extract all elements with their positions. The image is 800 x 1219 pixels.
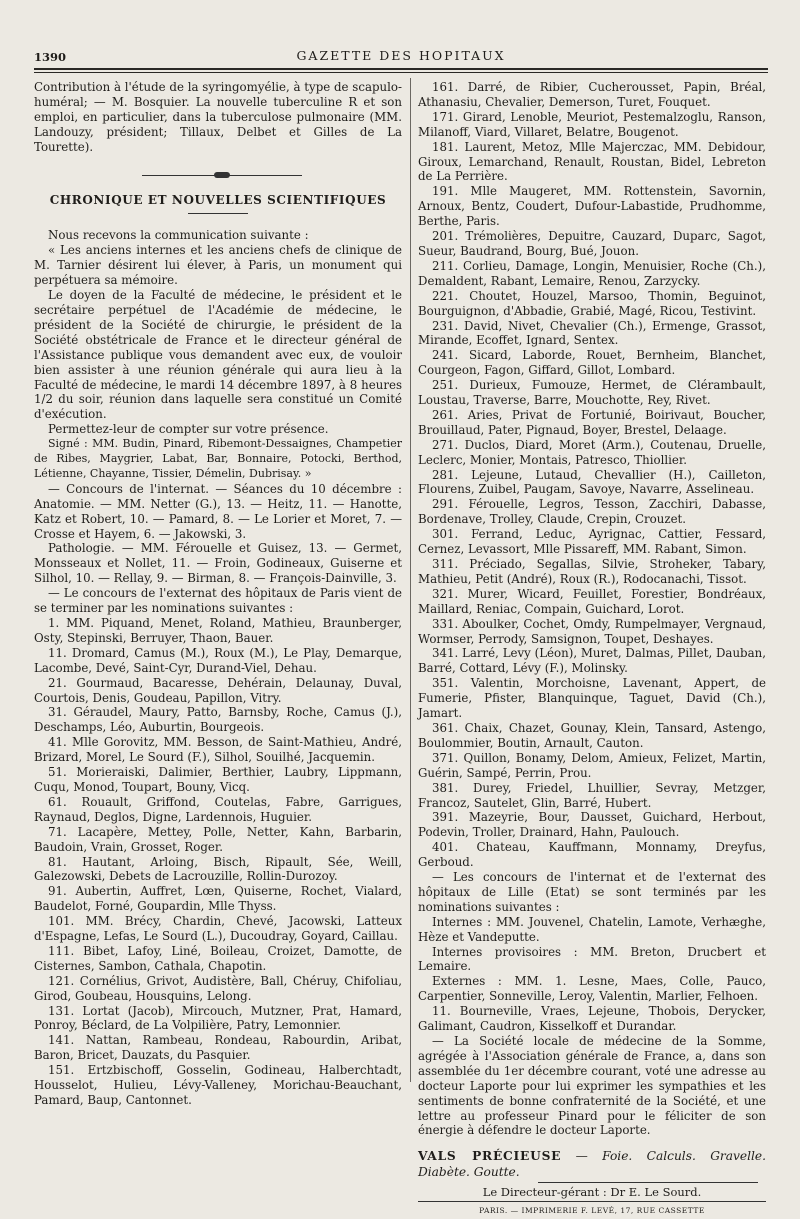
list-item: 331. Aboulker, Cochet, Omdy, Rumpelmayer, Vergnaud, Wormser, Perrody, Samsignon, Toupet, Deshayes.: [418, 616, 766, 646]
header-rule: [34, 68, 768, 70]
list-item: 371. Quillon, Bonamy, Delom, Amieux, Felizet, Martin, Guérin, Sampé, Perrin, Prou.: [418, 750, 766, 780]
list-item: 161. Darré, de Ribier, Cucherousset, Papin, Bréal, Athanasiu, Chevalier, Demerson, Turet, Fouquet.: [418, 80, 766, 109]
list-item: 181. Laurent, Metoz, Mlle Majerczac, MM. Debidour, Giroux, Lemarchand, Renault, Roustan, Bidel, Lebreton de La Perrière.: [418, 139, 766, 184]
list-item: 271. Duclos, Diard, Moret (Arm.), Coutenau, Druelle, Leclerc, Monier, Montais, Patresco, Thiollier.: [418, 437, 766, 467]
list-item: 131. Lortat (Jacob), Mircouch, Mutzner, Prat, Hamard, Ponroy, Béclard, de La Volpilière, Patry, Lemonnier.: [34, 1003, 402, 1033]
signatures: Signé : MM. Budin, Pinard, Ribemont-Dessaignes, Champetier de Ribes, Maygrier, Labat, Bar, Bonnaire, Potocki, Berthod, Létienne, Chayanne, Tissier, Démelin, Dubrisay. »: [34, 437, 402, 480]
footer-rule: [538, 1182, 758, 1183]
list-item: 41. Mlle Gorovitz, MM. Besson, de Saint-Mathieu, André, Brizard, Morel, Le Sourd (F.), Silhol, Souilhé, Jacquemin.: [34, 735, 402, 765]
list-item: 391. Mazeyrie, Bour, Dausset, Guichard, Herbout, Podevin, Troller, Drainard, Hahn, Paulouch.: [418, 810, 766, 840]
paragraph: — Le concours de l'externat des hôpitaux de Paris vient de se terminer par les nominations suivantes :: [34, 586, 402, 616]
paragraph: — Les concours de l'internat et de l'externat des hôpitaux de Lille (Etat) se sont terminés par les nominations suivantes :: [418, 870, 766, 914]
list-item: 291. Férouelle, Legros, Tesson, Zacchiri, Dabasse, Bordenave, Trolley, Claude, Crepin, Crouzet.: [418, 497, 766, 527]
list-item: 311. Préciado, Segallas, Silvie, Stroheker, Tabary, Mathieu, Petit (André), Roux (R.), Rodocanachi, Tissot.: [418, 557, 766, 586]
list-item: 281. Lejeune, Lutaud, Chevallier (H.), Cailleton, Flourens, Zuibel, Paugam, Savoye, Navarre, Asselineau.: [418, 467, 766, 497]
ornament-divider: [142, 171, 302, 179]
list-item: 11. Dromard, Camus (M.), Roux (M.), Le Play, Demarque, Lacombe, Devé, Saint-Cyr, Durand-Viel, Dehau.: [34, 645, 402, 675]
list-item: 151. Ertzbischoff, Gosselin, Godineau, Halberchtadt, Housselot, Hulieu, Lévy-Valleney, Morichau-Beauchant, Pamard, Baup, Cantonnet.: [34, 1063, 402, 1107]
paragraph: Internes : MM. Jouvenel, Chatelin, Lamote, Verhæghe, Hèze et Vandeputte.: [418, 914, 766, 944]
paragraph: Internes provisoires : MM. Breton, Drucbert et Lemaire.: [418, 944, 766, 974]
section-rule: [188, 213, 248, 214]
list-item: 31. Géraudel, Maury, Patto, Barnsby, Roche, Camus (J.), Deschamps, Léo, Auburtin, Bourgeois.: [34, 705, 402, 735]
ad-label: VALS PRÉCIEUSE: [418, 1149, 562, 1164]
list-item: 241. Sicard, Laborde, Rouet, Bernheim, Blanchet, Courgeon, Fagon, Giffard, Gillot, Lombard.: [418, 348, 766, 378]
list-item: 361. Chaix, Chazet, Gounay, Klein, Tansard, Astengo, Boulommier, Boutin, Arnault, Cauton.: [418, 720, 766, 750]
left-column: [34, 80, 402, 1108]
list-item: 91. Aubertin, Auffret, Lœn, Quiserne, Rochet, Vialard, Baudelot, Forné, Goupardin, Mlle Thyss.: [34, 884, 402, 914]
page-header: [34, 44, 768, 66]
ad-slogan: — Foie. Calculs. Gravelle. Diabète. Goutte.: [418, 1149, 766, 1180]
list-item: 141. Nattan, Rambeau, Rondeau, Rabourdin, Aribat, Baron, Bricet, Dauzats, du Pasquier.: [34, 1033, 402, 1063]
list-item: 121. Cornélius, Grivot, Audistère, Ball, Chéruy, Chifoliau, Girod, Goubeau, Housquins, Lelong.: [34, 973, 402, 1003]
page-number: 1390: [34, 50, 67, 64]
paragraph: Nous recevons la communication suivante :: [48, 228, 309, 243]
paragraph: Externes : MM. 1. Lesne, Maes, Colle, Pauco, Carpentier, Sonneville, Leroy, Valentin, Marlier, Felhoen.: [418, 974, 766, 1004]
list-item: 351. Valentin, Morchoisne, Lavenant, Appert, de Fumerie, Pfister, Blanquinque, Taguet, David (Ch.), Jamart.: [418, 676, 766, 721]
list-item: 51. Morieraiski, Dalimier, Berthier, Laubry, Lippmann, Cuqu, Monod, Toupart, Bouny, Vicq.: [34, 765, 402, 794]
paragraph: Le doyen de la Faculté de médecine, le président et le secrétaire perpétuel de l'Académie de médecine, le président de la Société de chirurgie, le président de la Société obstétricale de France et le directeur général de l'Assistance publique vous demandent avec eux, de vouloir bien assister à une réunion générale qui aura lieu à la Faculté de médecine, le mardi 14 décembre 1897, à 8 heures 1/2 du soir, réunion dans laquelle sera constitué un Comité d'exécution.: [34, 288, 402, 422]
printer-credit: PARIS. — IMPRIMERIE F. LEVÉ, 17, RUE CASSETTE: [479, 1206, 705, 1216]
column-divider: [410, 78, 411, 1082]
advertisement: [418, 1148, 766, 1180]
paragraph: Pathologie. — MM. Férouelle et Guisez, 13. — Germet, Monsseaux et Nollet, 11. — Froin, Godineaux, Guiserne et Silhol, 10. — Rellay, 9. — Birman, 8. — François-Dainville, 3.: [34, 541, 402, 586]
paragraph: — Concours de l'internat. — Séances du 10 décembre : Anatomie. — MM. Netter (G.), 13. — Heitz, 11. — Hanotte, Katz et Robert, 10. — Pamard, 8. — Le Lorier et Moret, 7. — Crosse et Hayem, 6. — Jakowski, 3.: [34, 481, 402, 541]
list-item: 401. Chateau, Kauffmann, Monnamy, Dreyfus, Gerboud.: [418, 840, 766, 870]
paragraph: — La Société locale de médecine de la Somme, agrégée à l'Association générale de France, a, dans son assemblée du 1er décembre courant, voté une adresse au docteur Laporte pour lui exprimer les sympathies et les sentiments de bonne confraternité de la Société, et une lettre au professeur Pinard pour le féliciter de son énergie à défendre le docteur Laporte.: [418, 1034, 766, 1138]
right-column: [418, 80, 766, 1219]
list-item: 221. Choutet, Houzel, Marsoo, Thomin, Beguinot, Bourguignon, d'Abbadie, Grabié, Magé, Ricou, Testivint.: [418, 288, 766, 318]
list-item: 341. Larré, Levy (Léon), Muret, Dalmas, Pillet, Dauban, Barré, Cottard, Lévy (F.), Molinsky.: [418, 646, 766, 676]
list-item: 21. Gourmaud, Bacaresse, Dehérain, Delaunay, Duval, Courtois, Denis, Goudeau, Papillon, Vitry.: [34, 675, 402, 705]
list-item: 81. Hautant, Arloing, Bisch, Ripault, Sée, Weill, Galezowski, Debets de Lacrouzille, Rollin-Durozoy.: [34, 854, 402, 884]
list-item: 111. Bibet, Lafoy, Liné, Boileau, Croizet, Damotte, de Cisternes, Sambon, Cathala, Chapotin.: [34, 943, 402, 973]
list-item: 261. Aries, Privat de Fortunié, Boirivaut, Boucher, Brouillaud, Pater, Pignaud, Boyer, Brestel, Delaage.: [418, 407, 766, 437]
director-credit: Le Directeur-gérant : Dr E. Le Sourd.: [482, 1185, 702, 1200]
section-title: CHRONIQUE ET NOUVELLES SCIENTIFIQUES: [49, 192, 387, 207]
list-item: 61. Rouault, Griffond, Coutelas, Fabre, Garrigues, Raynaud, Deglos, Digne, Lardennois, Huguier.: [34, 794, 402, 824]
list-item: 1. MM. Piquand, Menet, Roland, Mathieu, Braunberger, Osty, Stepinski, Berruyer, Thaon, Bauer.: [34, 616, 402, 645]
paragraph: « Les anciens internes et les anciens chefs de clinique de M. Tarnier désirent lui élever, à Paris, un monument qui perpétuera sa mémoire.: [34, 243, 402, 288]
header-rule-thin: [34, 72, 768, 73]
list-item: 71. Lacapère, Mettey, Polle, Netter, Kahn, Barbarin, Baudoin, Vrain, Grosset, Roger.: [34, 824, 402, 854]
list-item: 211. Corlieu, Damage, Longin, Menuisier, Roche (Ch.), Demaldent, Rabant, Lemaire, Renou, Zarzycky.: [418, 258, 766, 288]
list-item: 201. Trémolières, Depuitre, Cauzard, Duparc, Sagot, Sueur, Baudrand, Bourg, Bué, Jouon.: [418, 229, 766, 258]
list-item: 231. David, Nivet, Chevalier (Ch.), Ermenge, Grassot, Mirande, Ecoffet, Ignard, Sentex.: [418, 318, 766, 348]
intro-paragraph: Contribution à l'étude de la syringomyélie, à type de scapulo-huméral; — M. Bosquier. La nouvelle tuberculine R et son emploi, en particulier, dans la tuberculose pulmonaire (MM. Landouzy, président; Tillaux, Delbet et Gilles de La Tourette).: [34, 80, 402, 154]
paragraph: Permettez-leur de compter sur votre présence.: [48, 422, 329, 437]
list-item: 301. Ferrand, Leduc, Ayrignac, Cattier, Fessard, Cernez, Levassort, Mlle Pissareff, MM. Rabant, Simon.: [418, 527, 766, 557]
list-item: 251. Durieux, Fumouze, Hermet, de Clérambault, Loustau, Traverse, Barre, Mouchotte, Rey, Rivet.: [418, 378, 766, 408]
list-item: 321. Murer, Wicard, Feuillet, Forestier, Bondréaux, Maillard, Reniac, Compain, Guichard, Lorot.: [418, 586, 766, 616]
paragraph: 11. Bourneville, Vraes, Lejeune, Thobois, Derycker, Galimant, Caudron, Kisselkoff et Durandar.: [418, 1004, 766, 1034]
publication-title: GAZETTE DES HOPITAUX: [296, 48, 506, 63]
list-item: 381. Durey, Friedel, Lhuillier, Sevray, Metzger, Francoz, Sautelet, Glin, Barré, Hubert.: [418, 780, 766, 810]
list-item: 191. Mlle Maugeret, MM. Rottenstein, Savornin, Arnoux, Bentz, Coudert, Dufour-Labastide, Prudhomme, Berthe, Paris.: [418, 184, 766, 229]
list-item: 171. Girard, Lenoble, Meuriot, Pestemalzoglu, Ranson, Milanoff, Viard, Villaret, Belatre, Bougenot.: [418, 109, 766, 139]
footer-rule-long: [418, 1201, 766, 1202]
list-item: 101. MM. Brécy, Chardin, Chevé, Jacowski, Latteux d'Espagne, Lefas, Le Sourd (L.), Ducoudray, Goyard, Caillau.: [34, 914, 402, 944]
